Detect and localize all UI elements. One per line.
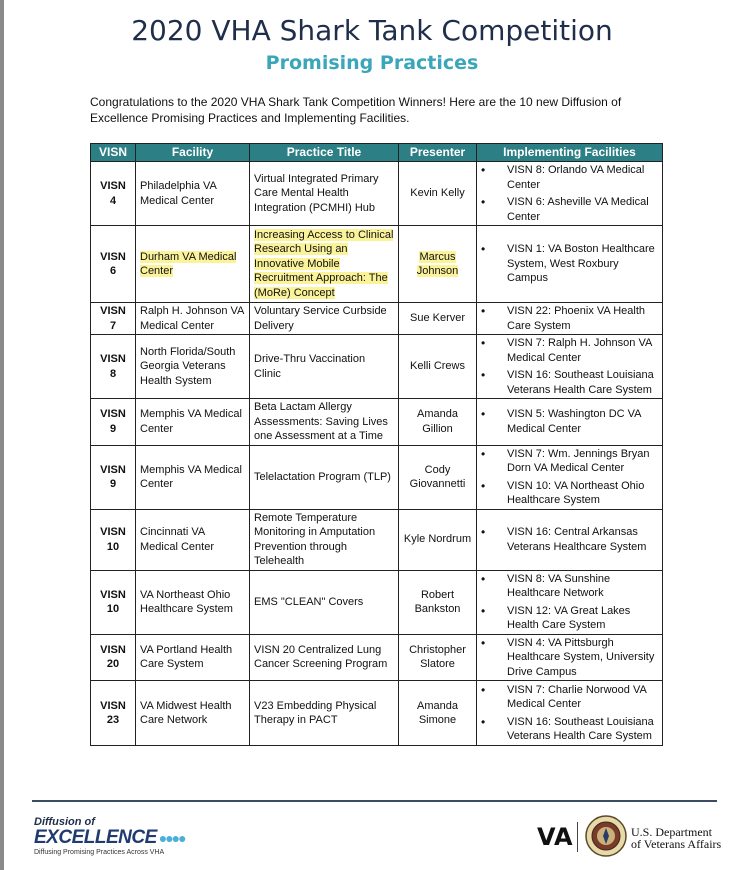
- facility-cell: [136, 162, 250, 226]
- table-row: [91, 570, 663, 634]
- implementing-facility-item: • VISN 7: Ralph H. Johnson VA Medical Center: [481, 336, 658, 365]
- implementing-facilities-list: [481, 447, 658, 508]
- visn-number: 7: [109, 319, 117, 332]
- facility-cell: [136, 634, 250, 681]
- table-row: [91, 335, 663, 399]
- implementing-facilities-list: [481, 636, 658, 680]
- practice-title-cell: [250, 445, 399, 509]
- implementing-facility-item: • VISN 7: Charlie Norwood VA Medical Center: [481, 683, 658, 712]
- footer-divider: [32, 800, 717, 802]
- implementing-facilities-list: [481, 407, 658, 436]
- visn-label: VISN: [100, 305, 126, 317]
- presenter-name: Kevin Kelly: [410, 187, 465, 200]
- facility-name: VA Northeast Ohio Healthcare System: [140, 588, 233, 615]
- implementing-facilities-cell: [477, 335, 663, 399]
- practice-title: Increasing Access to Clinical Research Using an Innovative Mobile Recruitment Approach: The (MoRe) Concept: [254, 228, 394, 299]
- facility-name: Memphis VA Medical Center: [140, 408, 242, 435]
- practice-title-cell: [250, 226, 399, 303]
- facility-cell: [136, 445, 250, 509]
- implementing-facility-item: • VISN 5: Washington DC VA Medical Center: [481, 407, 658, 436]
- page-subtitle: Promising Practices: [265, 52, 479, 74]
- implementing-facilities-cell: [477, 162, 663, 226]
- visn-cell: [91, 303, 136, 335]
- practice-title-cell: [250, 399, 399, 446]
- implementing-facilities-cell: [477, 681, 663, 746]
- practice-title-cell: [250, 509, 399, 570]
- presenter-cell: [399, 570, 477, 634]
- presenter-name: Cody Giovannetti: [409, 463, 466, 490]
- practice-title: V23 Embedding Physical Therapy in PACT: [254, 699, 377, 726]
- presenter-name: Amanda Gillion: [417, 408, 458, 435]
- practice-title: Telelactation Program (TLP): [254, 470, 391, 483]
- header-visn: VISN: [91, 144, 136, 162]
- visn-number: 9: [109, 422, 117, 435]
- header-facility: Facility: [136, 144, 250, 162]
- implementing-facilities-list: [481, 683, 658, 744]
- table-header-row: [91, 144, 663, 162]
- doe-dots-icon: ●●●●: [158, 830, 185, 846]
- header-presenter: Presenter: [399, 144, 477, 162]
- facility-cell: [136, 399, 250, 446]
- page-edge: [0, 0, 4, 870]
- va-logo-separator: [577, 822, 578, 852]
- presenter-cell: [399, 509, 477, 570]
- visn-label: VISN: [100, 643, 126, 656]
- table-row: [91, 162, 663, 226]
- practice-title: VISN 20 Centralized Lung Cancer Screening Program: [254, 643, 388, 671]
- facility-name: Philadelphia VA Medical Center: [140, 180, 217, 207]
- implementing-facility-item: • VISN 16: Central Arkansas Veterans Healthcare System: [481, 525, 658, 554]
- presenter-name: Sue Kerver: [409, 312, 466, 325]
- visn-cell: [91, 445, 136, 509]
- implementing-facility-item: • VISN 10: VA Northeast Ohio Healthcare System: [481, 479, 658, 508]
- implementing-facilities-cell: [477, 303, 663, 335]
- presenter-cell: [399, 399, 477, 446]
- presenter-cell: [399, 335, 477, 399]
- table-row: [91, 634, 663, 681]
- header-implementing-facilities: Implementing Facilities: [477, 144, 663, 162]
- facility-cell: [136, 303, 250, 335]
- facility-name: Cincinnati VA Medical Center: [140, 526, 214, 553]
- table-row: [91, 303, 663, 335]
- practice-title: Drive-Thru Vaccination Clinic: [254, 353, 366, 380]
- presenter-name: Christopher Slatore: [409, 643, 466, 671]
- implementing-facilities-cell: [477, 226, 663, 303]
- practice-title: Beta Lactam Allergy Assessments: Saving Lives one Assessment at a Time: [254, 401, 388, 442]
- implementing-facility-item: • VISN 8: VA Sunshine Healthcare Network: [481, 572, 658, 601]
- practice-title-cell: [250, 681, 399, 746]
- practice-title: Voluntary Service Curbside Delivery: [254, 305, 387, 332]
- table-row: [91, 509, 663, 570]
- presenter-name: Marcus Johnson: [416, 250, 459, 277]
- visn-label: VISN: [100, 408, 126, 421]
- implementing-facility-item: • VISN 7: Wm. Jennings Bryan Dorn VA Medical Center: [481, 447, 658, 476]
- visn-number: 9: [109, 478, 117, 490]
- header-practice-title: Practice Title: [250, 144, 399, 162]
- visn-cell: [91, 399, 136, 446]
- visn-label: VISN: [100, 526, 126, 538]
- implementing-facility-item: • VISN 1: VA Boston Healthcare System, West Roxbury Campus: [481, 242, 658, 286]
- practice-title: Virtual Integrated Primary Care Mental Health Integration (PCMHI) Hub: [254, 172, 379, 214]
- facility-name: Ralph H. Johnson VA Medical Center: [140, 305, 244, 332]
- implementing-facilities-cell: [477, 399, 663, 446]
- practice-title-cell: [250, 335, 399, 399]
- facility-cell: [136, 509, 250, 570]
- implementing-facilities-cell: [477, 570, 663, 634]
- facility-name: North Florida/South Georgia Veterans Health System: [140, 345, 236, 387]
- intro-paragraph: Congratulations to the 2020 VHA Shark Tank Competition Winners! Here are the 10 new Diffusion of Excellence Promising Practices and Implementing Facilities.: [90, 95, 622, 125]
- practice-title-cell: [250, 303, 399, 335]
- presenter-name: Amanda Simone: [417, 699, 458, 726]
- visn-label: VISN: [100, 180, 126, 192]
- facility-cell: [136, 335, 250, 399]
- facility-name: VA Midwest Health Care Network: [140, 699, 232, 726]
- facility-cell: [136, 681, 250, 746]
- presenter-cell: [399, 226, 477, 303]
- implementing-facilities-list: [481, 304, 658, 333]
- implementing-facilities-cell: [477, 445, 663, 509]
- visn-label: VISN: [100, 463, 126, 476]
- facility-name: VA Portland Health Care System: [140, 643, 233, 671]
- implementing-facilities-list: [481, 242, 658, 286]
- page-title: 2020 VHA Shark Tank Competition: [131, 14, 613, 47]
- visn-number: 8: [109, 367, 117, 380]
- implementing-facilities-cell: [477, 509, 663, 570]
- presenter-name: Kelli Crews: [409, 360, 465, 373]
- visn-label: VISN: [100, 250, 126, 263]
- presenter-cell: [399, 634, 477, 681]
- implementing-facilities-list: [481, 163, 658, 224]
- implementing-facility-item: • VISN 12: VA Great Lakes Health Care System: [481, 604, 658, 633]
- table-row: [91, 399, 663, 446]
- table-row: [91, 226, 663, 303]
- practices-table: [90, 143, 663, 746]
- practice-title: Remote Temperature Monitoring in Amputation Prevention through Telehealth: [254, 511, 376, 567]
- implementing-facilities-list: [481, 336, 658, 397]
- visn-number: 4: [109, 194, 117, 207]
- visn-cell: [91, 634, 136, 681]
- diffusion-of-excellence-logo: [34, 816, 185, 856]
- table-row: [91, 445, 663, 509]
- visn-number: 20: [106, 658, 120, 671]
- visn-number: 10: [106, 540, 120, 553]
- presenter-cell: [399, 681, 477, 746]
- va-seal-icon: [585, 815, 627, 862]
- visn-cell: [91, 226, 136, 303]
- practice-title-cell: [250, 634, 399, 681]
- va-dept-line2: of Veterans Affairs: [631, 837, 722, 851]
- implementing-facility-item: • VISN 6: Asheville VA Medical Center: [481, 195, 658, 224]
- facility-name: Memphis VA Medical Center: [140, 463, 242, 490]
- implementing-facilities-list: [481, 572, 658, 633]
- doe-logo-line1: Diffusion of: [34, 816, 95, 828]
- practice-title: EMS "CLEAN" Covers: [254, 595, 364, 608]
- visn-label: VISN: [100, 699, 126, 712]
- implementing-facility-item: • VISN 8: Orlando VA Medical Center: [481, 163, 658, 192]
- visn-cell: [91, 162, 136, 226]
- implementing-facility-item: • VISN 4: VA Pittsburgh Healthcare System, University Drive Campus: [481, 636, 658, 680]
- visn-label: VISN: [100, 588, 126, 601]
- presenter-name: Kyle Nordrum: [403, 533, 472, 546]
- implementing-facilities-list: [481, 525, 658, 554]
- visn-cell: [91, 335, 136, 399]
- visn-number: 10: [106, 603, 120, 615]
- practice-title-cell: [250, 570, 399, 634]
- table-row: [91, 681, 663, 746]
- facility-cell: [136, 226, 250, 303]
- visn-label: VISN: [100, 353, 126, 365]
- doe-tagline: Diffusing Promising Practices Across VHA: [34, 849, 165, 856]
- implementing-facility-item: • VISN 16: Southeast Louisiana Veterans Health Care System: [481, 368, 658, 397]
- visn-number: 23: [106, 714, 120, 726]
- visn-number: 6: [109, 265, 117, 277]
- va-logo: VA: [537, 823, 573, 851]
- va-department-name: [631, 826, 721, 850]
- implementing-facility-item: • VISN 22: Phoenix VA Health Care System: [481, 304, 658, 333]
- presenter-cell: [399, 303, 477, 335]
- facility-name: Durham VA Medical Center: [140, 250, 237, 277]
- va-dept-line1: U.S. Department: [631, 825, 712, 839]
- doe-logo-line2: EXCELLENCE: [34, 827, 157, 848]
- implementing-facility-item: • VISN 16: Southeast Louisiana Veterans Health Care System: [481, 715, 658, 744]
- visn-cell: [91, 570, 136, 634]
- practice-title-cell: [250, 162, 399, 226]
- facility-cell: [136, 570, 250, 634]
- implementing-facilities-cell: [477, 634, 663, 681]
- presenter-name: Robert Bankston: [414, 588, 461, 615]
- presenter-cell: [399, 445, 477, 509]
- presenter-cell: [399, 162, 477, 226]
- visn-cell: [91, 681, 136, 746]
- visn-cell: [91, 509, 136, 570]
